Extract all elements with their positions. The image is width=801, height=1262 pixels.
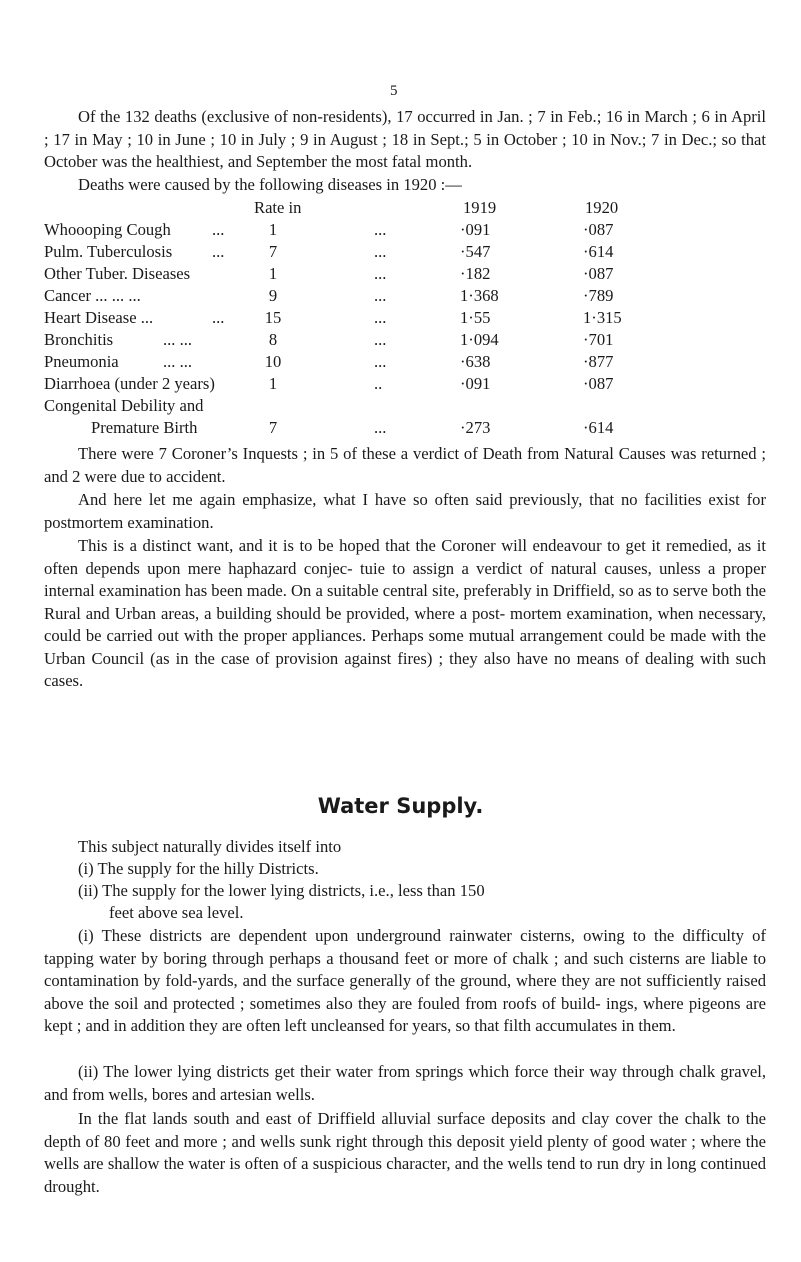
deaths-by-month-paragraph: Of the 132 deaths (exclusive of non-residents), 17 occurred in Jan. ; 7 in Feb.; 16 in March ; 6 in April ; 17 in May ; 10 in June ; 10 in July ; 9 in August ; 18 in Sept.; 5 in October ; 10 in Nov.; 7 in Dec.; so that October was the healthiest, and September the most fatal month. [44, 107, 766, 171]
coroner-inquests-paragraph: There were 7 Coroner’s Inquests ; in 5 of these a verdict of Death from Natural Causes was returned ; and 2 were due to accident. [44, 444, 766, 486]
disease-name: Pulm. Tuberculosis [44, 242, 173, 261]
value-1919: 1·094 [460, 330, 499, 349]
rate-cell: 1 [268, 220, 278, 239]
rate-cell: 10 [264, 352, 282, 371]
disease-name: Bronchitis [44, 330, 114, 349]
leader-dots: ... [374, 264, 387, 283]
value-1920: ·614 [583, 242, 614, 261]
page-number: 5 [390, 83, 398, 99]
leader-dots: ... [374, 308, 387, 327]
hilly-districts-paragraph: (i) These districts are dependent upon underground rainwater cisterns, owing to the difficulty of tapping water by boring through perhaps a thousand feet or more of chalk ; and such cisterns are liable to contamination by fold-yards, and the surface generally of the ground, where they are not sufficiently raised above the soil and protected ; sometimes also they are fouled from roofs of build- ings, where pigeons are kept ; and in addition they are often left uncleansed for years, so that filth accumulates in them. [44, 926, 766, 1035]
rate-cell: 7 [268, 418, 278, 437]
diseases-intro: Deaths were caused by the following diseases in 1920 :— [78, 175, 462, 194]
rate-cell: 1 [268, 374, 278, 393]
disease-name: Diarrhoea (under 2 years) [44, 374, 215, 393]
table-row [0, 307, 801, 329]
value-1919: ·273 [460, 418, 491, 437]
disease-name: Pneumonia [44, 352, 119, 371]
water-item-ii-cont: feet above sea level. [109, 903, 244, 922]
value-1919: ·547 [460, 242, 491, 261]
rate-cell: 7 [268, 242, 278, 261]
value-1920: ·877 [583, 352, 614, 371]
disease-name: Whoooping Cough [44, 220, 171, 239]
value-1919: ·638 [460, 352, 491, 371]
value-1920: ·701 [583, 330, 614, 349]
header-1919: 1919 [463, 198, 497, 217]
disease-name: Congenital Debility and [44, 396, 204, 415]
section-heading: Water Supply. [317, 794, 484, 818]
leader-dots: ... [212, 242, 225, 261]
header-1920: 1920 [585, 198, 619, 217]
value-1920: ·789 [583, 286, 614, 305]
header-rate: Rate in [254, 198, 302, 217]
leader-dots: ... [374, 242, 387, 261]
leader-dots: ... ... [163, 352, 193, 371]
leader-dots: ... [374, 352, 387, 371]
value-1919: ·091 [460, 220, 491, 239]
water-item-i: (i) The supply for the hilly Districts. [78, 859, 319, 878]
disease-name: Heart Disease ... [44, 308, 154, 327]
value-1920: ·087 [583, 220, 614, 239]
disease-name: Cancer ... ... ... [44, 286, 141, 305]
leader-dots: ... [374, 418, 387, 437]
value-1920: 1·315 [583, 308, 622, 327]
disease-name: Premature Birth [91, 418, 198, 437]
table-row [0, 241, 801, 263]
leader-dots: ... ... [163, 330, 193, 349]
table-header-row [0, 197, 801, 219]
leader-dots: ... [212, 220, 225, 239]
water-item-ii: (ii) The supply for the lower lying districts, i.e., less than 150 [78, 881, 485, 900]
value-1919: ·182 [460, 264, 491, 283]
value-1919: 1·55 [460, 308, 491, 327]
coroner-remedy-paragraph: This is a distinct want, and it is to be hoped that the Coroner will endeavour to get it remedied, as it often depends upon mere haphazard conjec- tuie to assign a verdict of natural causes, unless a proper internal examination has been made. On a suitable central site, preferably in Driffield, so as to serve both the Rural and Urban areas, a building should be provided, where a post- mortem examination, when necessary, could be carried out with the proper appliances. Perhaps some mutual arrangement could be made with the Urban Council (as in the case of provision against fires) ; they also have no means of dealing with such cases. [44, 536, 766, 690]
rate-cell: 8 [268, 330, 278, 349]
rate-cell: 15 [264, 308, 282, 327]
leader-dots: ... [212, 308, 225, 327]
table-row [0, 219, 801, 241]
disease-name: Other Tuber. Diseases [44, 264, 191, 283]
value-1919: ·091 [460, 374, 491, 393]
table-row [0, 263, 801, 285]
table-row [0, 395, 801, 417]
value-1919: 1·368 [460, 286, 499, 305]
value-1920: ·614 [583, 418, 614, 437]
table-row [0, 329, 801, 351]
table-row [0, 373, 801, 395]
table-row [0, 417, 801, 439]
leader-dots: ... [374, 286, 387, 305]
rate-cell: 9 [268, 286, 278, 305]
table-row [0, 285, 801, 307]
leader-dots: .. [374, 374, 383, 393]
water-intro: This subject naturally divides itself into [78, 837, 342, 856]
table-row [0, 351, 801, 373]
rate-cell: 1 [268, 264, 278, 283]
leader-dots: ... [374, 330, 387, 349]
leader-dots: ... [374, 220, 387, 239]
value-1920: ·087 [583, 374, 614, 393]
postmortem-paragraph: And here let me again emphasize, what I have so often said previously, that no facilities exist for postmortem examination. [44, 490, 766, 532]
lower-districts-paragraph: (ii) The lower lying districts get their water from springs which force their way through chalk gravel, and from wells, bores and artesian wells. [44, 1062, 766, 1104]
flat-lands-paragraph: In the flat lands south and east of Driffield alluvial surface deposits and clay cover the chalk to the depth of 80 feet and more ; and wells sunk right through this deposit yield plenty of good water ; where the wells are shallow the water is often of a suspicious character, and the wells tend to run dry in long continued drought. [44, 1109, 766, 1196]
value-1920: ·087 [583, 264, 614, 283]
